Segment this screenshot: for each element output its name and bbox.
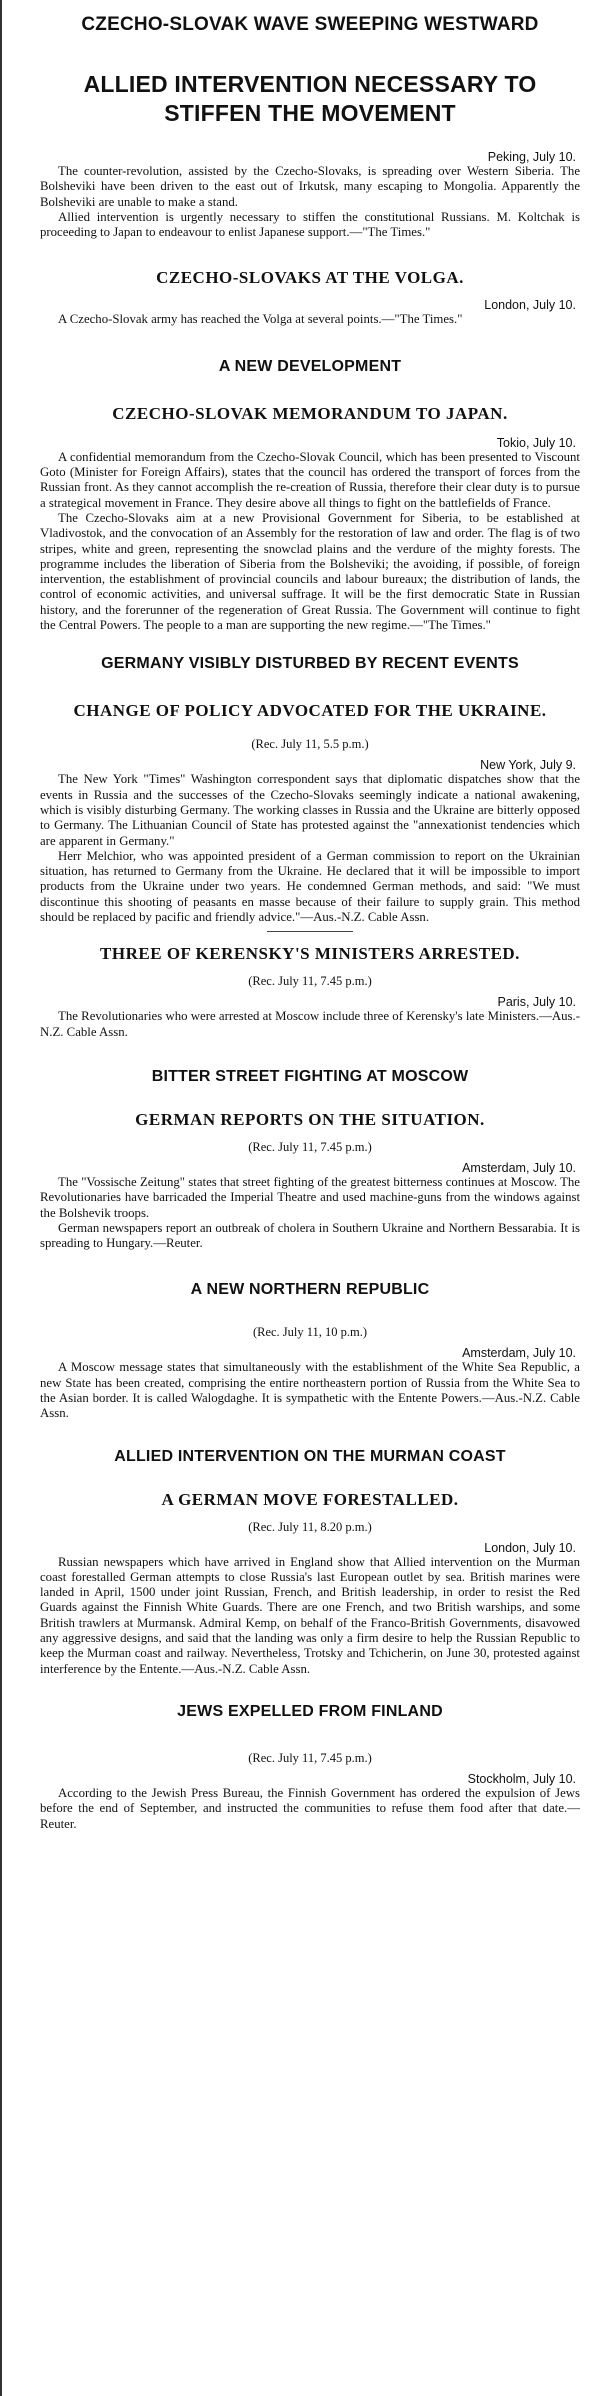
received-time: (Rec. July 11, 7.45 p.m.) bbox=[248, 1750, 372, 1765]
paragraph: The Czecho-Slovaks aim at a new Provisional Government for Siberia, to be established at Vladivostok, and the convocation of an Assembly for the restoration of law and order. The flag is of two stripes, white and green, representing the snowclad plains and the verdure of the mighty forests. The programme includes the liberation of Siberia from the Bolsheviki; the avoiding, if possible, of foreign intervention, the establishment of provincial councils and labour bureaux; the distribution of lands, the control of economic activities, and universal suffrage. It will be the first democratic State in Russian history, and the forerunner of the regeneration of Great Russia. The Government will continue to fight the Central Powers. The people to a man are supporting the new regime.—"The Times." bbox=[40, 510, 580, 633]
dateline: Peking, July 10. bbox=[487, 150, 576, 164]
article-kerensky-ministers bbox=[40, 944, 580, 1040]
article-headline: A NEW NORTHERN REPUBLIC bbox=[190, 1281, 430, 1299]
paragraph: A confidential memorandum from the Czecho-Slovak Council, which has been presented to Viscount Goto (Minister for Foreign Affairs), states that the council has ordered the transport of forces from the Russian front. As they cannot accomplish the re-creation of Russia, therefore their clear duty is to pursue a strategical movement in France. They desire above all things to fight on the battlefields of France. bbox=[40, 449, 580, 510]
article-body bbox=[40, 164, 580, 240]
article-body bbox=[40, 1360, 580, 1421]
article-northern-republic bbox=[40, 1281, 580, 1421]
article-volga bbox=[40, 268, 580, 327]
paragraph: Herr Melchior, who was appointed president of a German commission to report on the Ukrainian situation, has returned to Germany from the Ukraine. He declared that it will be impossible to import products from the Ukraine under two years. He condemned German methods, and said: "We must discontinue this shooting of peasants en masse because of their failure to supply grain. This method should be replaced by pacific and friendly advice."—Aus.-N.Z. Cable Assn. bbox=[40, 848, 580, 925]
dateline: Paris, July 10. bbox=[497, 995, 576, 1010]
received-time: (Rec. July 11, 7.45 p.m.) bbox=[248, 974, 372, 989]
article-subheadline: GERMAN REPORTS ON THE SITUATION. bbox=[135, 1109, 485, 1129]
paragraph: A Czecho-Slovak army has reached the Volga at several points.—"The Times." bbox=[58, 312, 463, 327]
paragraph: Allied intervention is urgently necessary to stiffen the constitutional Russians. M. Koltchak is proceeding to Japan to endeavour to enlist Japanese support.—"The Times." bbox=[40, 209, 580, 240]
paragraph: The New York "Times" Washington correspondent says that diplomatic dispatches show that the events in Russia and the successes of the Czecho-Slovaks seemingly indicate a national awakening, which is visibly disturbing Germany. The working classes in Russia and the Ukraine are bitterly opposed to Germany. The Lithuanian Council of State has protested against the "annexationist tendencies which are apparent in Germany." bbox=[40, 772, 580, 848]
article-headline: CZECHO-SLOVAKS AT THE VOLGA. bbox=[156, 268, 464, 288]
column-rule bbox=[0, 0, 2, 2396]
dateline: Amsterdam, July 10. bbox=[462, 1160, 576, 1175]
dateline: Amsterdam, July 10. bbox=[462, 1346, 576, 1361]
dateline: New York, July 9. bbox=[480, 758, 576, 773]
article-body bbox=[40, 772, 580, 925]
news-column bbox=[40, 0, 580, 1832]
article-body bbox=[40, 1175, 580, 1251]
paragraph: According to the Jewish Press Bureau, the Finnish Government has ordered the expulsion of Jews before the end of September, and instructed the communities to refuse them food after that date.—Reuter. bbox=[40, 1785, 580, 1831]
article-headline: BITTER STREET FIGHTING AT MOSCOW bbox=[151, 1067, 469, 1085]
article-body bbox=[40, 312, 580, 327]
article-headline: A NEW DEVELOPMENT bbox=[218, 357, 402, 375]
dateline: Stockholm, July 10. bbox=[467, 1771, 576, 1786]
paragraph: Russian newspapers which have arrived in England show that Allied intervention on the Murman coast forestalled German attempts to close Russia's last European outlet by sea. British marines were landed in April, 1500 under joint Russian, French, and British leadership, in order to resist the Red Guards against the Finnish White Guards. There are one French, and two British warships, and some British trawlers at Murmansk. Admiral Kemp, on behalf of the Franco-British Governments, disavowed any aggressive designs, and said that the landing was only a firm desire to help the Russian Republic to keep the Murman coast and railway. Nevertheless, Trotsky and Tchicherin, on June 30, protested against interference by the Entente.—Aus.-N.Z. Cable Assn. bbox=[40, 1554, 580, 1676]
paragraph: The Revolutionaries who were arrested at Moscow include three of Kerensky's late Ministers.—Aus.-N.Z. Cable Assn. bbox=[40, 1009, 580, 1039]
received-time: (Rec. July 11, 5.5 p.m.) bbox=[251, 737, 369, 752]
article-headline: ALLIED INTERVENTION NECESSARY TO STIFFEN THE MOVEMENT bbox=[83, 71, 537, 126]
article-germany-disturbed bbox=[40, 655, 580, 932]
article-murman-coast bbox=[40, 1448, 580, 1677]
divider bbox=[267, 931, 353, 932]
article-allied-intervention bbox=[40, 70, 580, 240]
received-time: (Rec. July 11, 8.20 p.m.) bbox=[248, 1519, 372, 1534]
article-subheadline: CZECHO-SLOVAK MEMORANDUM TO JAPAN. bbox=[112, 403, 508, 423]
article-headline: GERMANY VISIBLY DISTURBED BY RECENT EVENTS bbox=[101, 655, 519, 673]
article-headline: JEWS EXPELLED FROM FINLAND bbox=[177, 1702, 443, 1720]
paragraph: The "Vossische Zeitung" states that street fighting of the greatest bitterness continues at Moscow. The Revolutionaries have barricaded the Imperial Theatre and used machine-guns from the windows against the Bolshevik troops. bbox=[40, 1174, 580, 1220]
received-time: (Rec. July 11, 7.45 p.m.) bbox=[248, 1139, 372, 1154]
article-body bbox=[40, 450, 580, 634]
article-body bbox=[40, 1009, 580, 1040]
article-body bbox=[40, 1786, 580, 1832]
article-jews-finland bbox=[40, 1703, 580, 1832]
paragraph: A Moscow message states that simultaneously with the establishment of the White Sea Republic, a new State has been created, comprising the entire northeastern portion of Russia from the White Sea to the Asian border. It is called Walogdaghe. It is sympathetic with the Entente Powers.—Aus.-N.Z. Cable Assn. bbox=[40, 1360, 580, 1421]
article-body bbox=[40, 1555, 580, 1677]
article-moscow-fighting bbox=[40, 1068, 580, 1251]
article-new-development bbox=[40, 358, 580, 634]
dateline: London, July 10. bbox=[484, 1540, 576, 1555]
article-subheadline: A GERMAN MOVE FORESTALLED. bbox=[161, 1489, 459, 1509]
article-headline: ALLIED INTERVENTION ON THE MURMAN COAST bbox=[114, 1447, 506, 1465]
paragraph: The counter-revolution, assisted by the Czecho-Slovaks, is spreading over Western Siberia. The Bolsheviki have been driven to the east out of Irkutsk, many escaping to Mongolia. Apparently the Bolsheviki are unable to make a stand. bbox=[40, 164, 580, 209]
article-subheadline: CHANGE OF POLICY ADVOCATED FOR THE UKRAINE. bbox=[73, 701, 547, 721]
dateline: London, July 10. bbox=[484, 298, 576, 313]
page-headline: CZECHO-SLOVAK WAVE SWEEPING WESTWARD bbox=[81, 14, 539, 35]
received-time: (Rec. July 11, 10 p.m.) bbox=[252, 1325, 368, 1340]
article-headline: THREE OF KERENSKY'S MINISTERS ARRESTED. bbox=[100, 944, 520, 964]
paragraph: German newspapers report an outbreak of cholera in Southern Ukraine and Northern Bessarabia. It is spreading to Hungary.—Reuter. bbox=[40, 1220, 580, 1251]
dateline: Tokio, July 10. bbox=[496, 435, 576, 450]
